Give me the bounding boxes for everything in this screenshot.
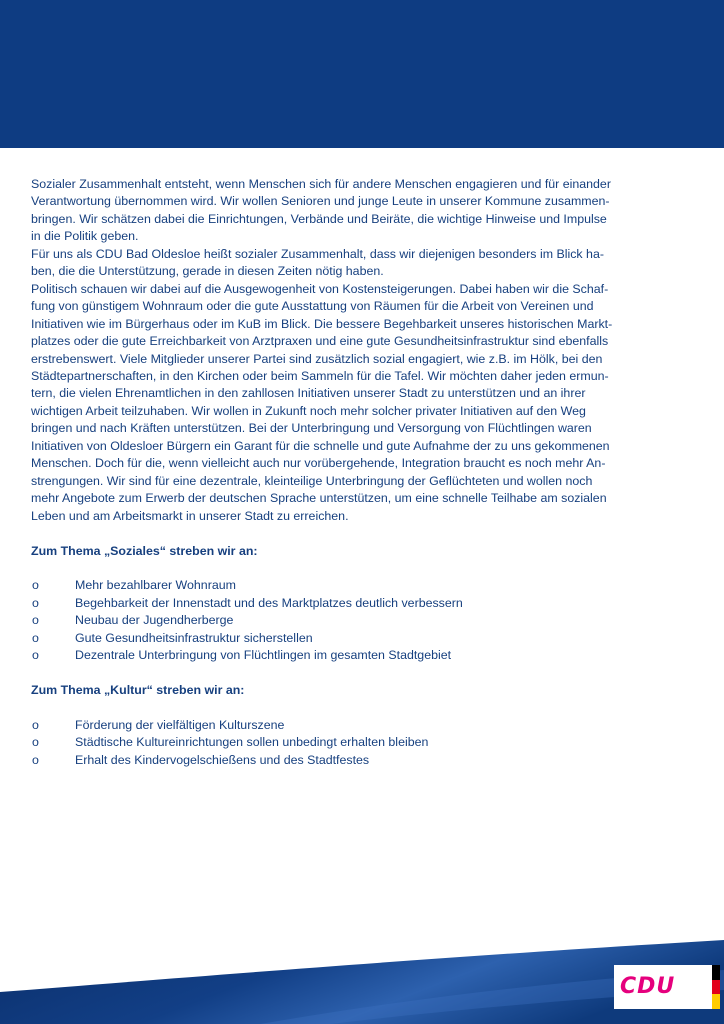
flag-stripe-gold xyxy=(712,994,720,1009)
soziales-item-text: Begehbarkeit der Innenstadt und des Marktplatzes deutlich verbessern xyxy=(75,595,463,610)
bullet-marker: o xyxy=(32,752,39,767)
intro-line: strengungen. Wir sind für eine dezentrale, kleinteilige Unterbringung der Geflüchteten und wollen noch xyxy=(31,473,593,488)
intro-line: Für uns als CDU Bad Oldesloe heißt sozialer Zusammenhalt, dass wir diejenigen besonders im Blick ha- xyxy=(31,246,604,261)
soziales-item-text: Mehr bezahlbarer Wohnraum xyxy=(75,578,236,593)
intro-line: Leben und am Arbeitsmarkt in unserer Stadt zu erreichen. xyxy=(31,508,349,523)
intro-line: wichtigen Arbeit teilzuhaben. Wir wollen in Zukunft noch mehr solcher privater Initiativen auf den Weg xyxy=(31,403,586,418)
bullet-marker: o xyxy=(32,735,39,750)
intro-line: platzes oder die gute Erreichbarkeit von Arztpraxen und eine gute Gesundheitsinfrastruktur sind ebenfalls xyxy=(31,334,609,349)
soziales-item-text: Gute Gesundheitsinfrastruktur sicherstellen xyxy=(75,630,313,645)
cdu-logo xyxy=(614,965,720,1009)
intro-line: erstrebenswert. Viele Mitglieder unserer Partei sind zusätzlich sozial engagiert, wie z.B. im Hölk, bei den xyxy=(31,351,603,366)
kultur-list xyxy=(31,717,681,769)
header-band xyxy=(0,0,724,148)
bullet-marker: o xyxy=(32,613,39,628)
intro-line: fung von günstigem Wohnraum oder die gute Ausstattung von Räumen für die Arbeit von Vereinen und xyxy=(31,299,594,314)
bullet-marker: o xyxy=(32,648,39,663)
intro-line: ben, die die Unterstützung, gerade in diesen Zeiten nötig haben. xyxy=(31,264,384,279)
intro-line: Verantwortung übernommen wird. Wir wollen Senioren und junge Leute in unserer Kommune zusammen- xyxy=(31,194,610,209)
soziales-list-item xyxy=(31,595,681,612)
bullet-marker: o xyxy=(32,578,39,593)
intro-line: tern, die vielen Ehrenamtlichen in den zahllosen Initiativen unserer Stadt zu unterstützen und an ihrer xyxy=(31,386,586,401)
soziales-list-item xyxy=(31,647,681,664)
kultur-item-text: Förderung der vielfältigen Kulturszene xyxy=(75,717,285,732)
kultur-list-item xyxy=(31,734,681,751)
soziales-heading: Zum Thema „Soziales“ streben wir an: xyxy=(31,543,258,558)
flag-stripe-black xyxy=(712,965,720,980)
soziales-list-item xyxy=(31,630,681,647)
soziales-list xyxy=(31,577,681,664)
bullet-marker: o xyxy=(32,717,39,732)
intro-line: bringen und nach Kräften unterstützen. Bei der Unterbringung und Versorgung von Flüchtlingen waren xyxy=(31,421,592,436)
bullet-marker: o xyxy=(32,630,39,645)
intro-line: Sozialer Zusammenhalt entsteht, wenn Menschen sich für andere Menschen engagieren und für einander xyxy=(31,177,611,191)
intro-line: Städtepartnerschaften, in den Kirchen oder beim Sammeln für die Tafel. Wir möchten daher jeden ermun- xyxy=(31,368,609,383)
intro-line: Initiativen wie im Bürgerhaus oder im KuB im Blick. Die bessere Begehbarkeit unseres historischen Markt- xyxy=(31,316,613,331)
intro-line: Menschen. Doch für die, wenn vielleicht auch nur vorübergehende, Integration braucht es noch mehr An- xyxy=(31,456,606,471)
intro-line: in die Politik geben. xyxy=(31,229,139,244)
intro-line: Initiativen von Oldesloer Bürgern ein Garant für die schnelle und gute Aufnahme der zu uns gekommenen xyxy=(31,438,610,453)
flag-stripes xyxy=(712,965,720,1009)
intro-line: Politisch schauen wir dabei auf die Ausgewogenheit von Kostensteigerungen. Dabei haben wir die Schaf- xyxy=(31,281,609,296)
kultur-list-item xyxy=(31,752,681,769)
kultur-heading: Zum Thema „Kultur“ streben wir an: xyxy=(31,683,245,697)
document-content xyxy=(31,176,681,769)
soziales-item-text: Neubau der Jugendherberge xyxy=(75,613,234,628)
soziales-list-item xyxy=(31,577,681,594)
kultur-item-text: Erhalt des Kindervogelschießens und des Stadtfestes xyxy=(75,752,370,767)
soziales-item-text: Dezentrale Unterbringung von Flüchtlingen im gesamten Stadtgebiet xyxy=(75,648,452,663)
intro-line: bringen. Wir schätzen dabei die Einrichtungen, Verbände und Beiräte, die wichtige Hinweise und Impulse xyxy=(31,211,607,226)
cdu-logo-text: CDU xyxy=(620,974,676,999)
soziales-list-item xyxy=(31,612,681,629)
bullet-marker: o xyxy=(32,595,39,610)
kultur-item-text: Städtische Kultureinrichtungen sollen unbedingt erhalten bleiben xyxy=(75,735,429,750)
intro-paragraph xyxy=(31,176,681,525)
flag-stripe-red xyxy=(712,980,720,995)
kultur-list-item xyxy=(31,717,681,734)
intro-line: mehr Angebote zum Erwerb der deutschen Sprache unterstützen, um eine schnelle Teilhabe am sozialen xyxy=(31,491,607,506)
